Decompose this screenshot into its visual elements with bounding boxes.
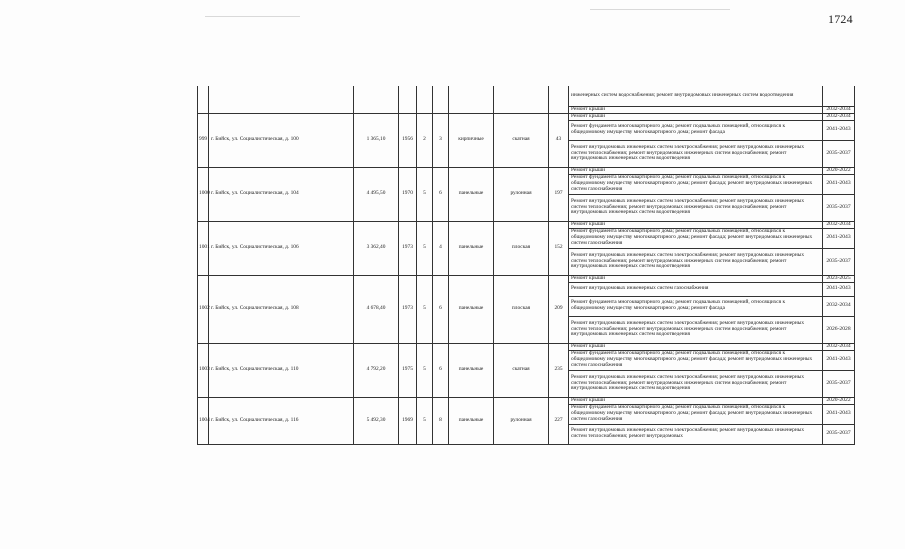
work-description: Ремонт внутридомовых инженерных систем газоснабжения	[569, 282, 823, 296]
work-description: Ремонт внутридомовых инженерных систем электроснабжения; ремонт внутридомовых инженерных систем теплоснабжения; ремонт внутридомовых инженерных систем водоснабжения; ремонт внутридомовых инженерных систем водоотведения	[569, 316, 823, 343]
entrance-count: 6	[433, 343, 449, 397]
row-number: 1001	[198, 221, 209, 275]
resident-count: 43	[549, 113, 569, 167]
work-period: 2032-2034	[823, 343, 855, 350]
work-description: инженерных систем водоснабжения; ремонт внутридомовых инженерных систем водоотведения	[569, 86, 823, 106]
total-area: 5 492,30	[354, 397, 399, 444]
work-description: Ремонт фундамента многоквартирного дома; ремонт подвальных помещений, относящихся к общедомовому имуществу многоквартирного дома; ремонт фасада; ремонт внутридомовых инженерных систем газоснабжения	[569, 350, 823, 370]
wall-material: панельные	[449, 221, 494, 275]
roof-type: рулонная	[494, 167, 549, 221]
table-row	[198, 275, 855, 282]
build-year: 1973	[399, 221, 417, 275]
work-period: 2041-2043	[823, 350, 855, 370]
house-address: г. Бийск, ул. Социалистическая, д. 110	[209, 343, 354, 397]
house-address: г. Бийск, ул. Социалистическая, д. 100	[209, 113, 354, 167]
roof-type: скатная	[494, 113, 549, 167]
work-description: Ремонт внутридомовых инженерных систем электроснабжения; ремонт внутридомовых инженерных систем теплоснабжения; ремонт внутридомовых инженерных систем водоснабжения; ремонт внутридомовых инженерных систем водоотведения	[569, 140, 823, 167]
work-description: Ремонт фундамента многоквартирного дома; ремонт подвальных помещений, относящихся к общедомовому имуществу многоквартирного дома; ремонт фасада; ремонт внутридомовых инженерных систем газоснабжения	[569, 228, 823, 248]
work-period: 2023-2025	[823, 275, 855, 282]
work-period	[823, 86, 855, 106]
work-period: 2041-2043	[823, 404, 855, 424]
table-row	[198, 343, 855, 350]
house-address: г. Бийск, ул. Социалистическая, д. 116	[209, 397, 354, 444]
work-description: Ремонт фундамента многоквартирного дома; ремонт подвальных помещений, относящихся к общедомовому имуществу многоквартирного дома; ремонт фасада	[569, 296, 823, 316]
row-number: 1002	[198, 275, 209, 343]
floor-count: 2	[417, 113, 433, 167]
entrance-count: 6	[433, 167, 449, 221]
work-period: 2032-2034	[823, 296, 855, 316]
work-period: 2035-2037	[823, 194, 855, 221]
scan-artifact-line	[205, 16, 300, 17]
floor-count: 5	[417, 167, 433, 221]
work-description: Ремонт внутридомовых инженерных систем электроснабжения; ремонт внутридомовых инженерных систем теплоснабжения; ремонт внутридомовых инженерных систем водоснабжения; ремонт внутридомовых инженерных систем водоотведения	[569, 248, 823, 275]
wall-material: кирпичные	[449, 113, 494, 167]
total-area: 4 678,40	[354, 275, 399, 343]
work-period: 2035-2037	[823, 424, 855, 444]
entrance-count: 3	[433, 113, 449, 167]
table-row	[198, 221, 855, 228]
work-period: 2026-2028	[823, 316, 855, 343]
wall-material: панельные	[449, 397, 494, 444]
work-description: Ремонт крыши	[569, 343, 823, 350]
table-row	[198, 167, 855, 174]
resident-count: 152	[549, 221, 569, 275]
work-period: 2035-2037	[823, 248, 855, 275]
work-period: 2035-2037	[823, 140, 855, 167]
total-area: 1 365,10	[354, 113, 399, 167]
work-description: Ремонт внутридомовых инженерных систем электроснабжения; ремонт внутридомовых инженерных систем теплоснабжения; ремонт внутридомовых инженерных систем водоснабжения; ремонт внутридомовых инженерных систем водоотведения	[569, 194, 823, 221]
entrance-count: 6	[433, 275, 449, 343]
work-description: Ремонт фундамента многоквартирного дома; ремонт подвальных помещений, относящихся к общедомовому имуществу многоквартирного дома; ремонт фасада; ремонт внутридомовых инженерных систем газоснабжения	[569, 404, 823, 424]
build-year: 1956	[399, 113, 417, 167]
work-description: Ремонт фундамента многоквартирного дома; ремонт подвальных помещений, относящихся к общедомовому имуществу многоквартирного дома; ремонт фасада; ремонт внутридомовых инженерных систем газоснабжения	[569, 174, 823, 194]
total-area: 4 792,20	[354, 343, 399, 397]
repair-schedule-table	[197, 86, 851, 496]
wall-material: панельные	[449, 343, 494, 397]
entrance-count: 8	[433, 397, 449, 444]
row-number: 1004	[198, 397, 209, 444]
row-number: 1003	[198, 343, 209, 397]
page-number: 1724	[828, 12, 853, 26]
entrance-count: 4	[433, 221, 449, 275]
work-period: 2032-2034	[823, 221, 855, 228]
total-area: 3 362,40	[354, 221, 399, 275]
table-row	[198, 113, 855, 120]
house-address: г. Бийск, ул. Социалистическая, д. 104	[209, 167, 354, 221]
floor-count: 5	[417, 221, 433, 275]
work-period: 2041-2043	[823, 282, 855, 296]
wall-material: панельные	[449, 275, 494, 343]
work-description: Ремонт крыши	[569, 221, 823, 228]
roof-type: плоская	[494, 275, 549, 343]
table-body	[198, 86, 855, 444]
work-period: 2041-2043	[823, 228, 855, 248]
row-number: 999	[198, 113, 209, 167]
work-description: Ремонт крыши	[569, 113, 823, 120]
work-period: 2041-2043	[823, 174, 855, 194]
roof-type: плоская	[494, 221, 549, 275]
work-period: 2020-2022	[823, 167, 855, 174]
table-row	[198, 397, 855, 404]
work-description: Ремонт внутридомовых инженерных систем электроснабжения; ремонт внутридомовых инженерных систем теплоснабжения; ремонт внутридомовых	[569, 424, 823, 444]
work-description: Ремонт фундамента многоквартирного дома; ремонт подвальных помещений, относящихся к общедомовому имуществу многоквартирного дома; ремонт фасада	[569, 120, 823, 140]
work-description: Ремонт крыши	[569, 275, 823, 282]
work-period: 2032-2034	[823, 113, 855, 120]
work-period: 2035-2037	[823, 370, 855, 397]
scan-artifact-line	[590, 9, 730, 10]
work-description: Ремонт крыши	[569, 397, 823, 404]
build-year: 1970	[399, 167, 417, 221]
work-description: Ремонт крыши	[569, 167, 823, 174]
build-year: 1969	[399, 397, 417, 444]
work-period: 2032-2034	[823, 106, 855, 113]
resident-count: 235	[549, 343, 569, 397]
house-address: г. Бийск, ул. Социалистическая, д. 108	[209, 275, 354, 343]
row-number: 1000	[198, 167, 209, 221]
work-period: 2020-2022	[823, 397, 855, 404]
build-year: 1975	[399, 343, 417, 397]
total-area: 4 495,50	[354, 167, 399, 221]
resident-count: 209	[549, 275, 569, 343]
roof-type: рулонная	[494, 397, 549, 444]
work-description: Ремонт внутридомовых инженерных систем электроснабжения; ремонт внутридомовых инженерных систем теплоснабжения; ремонт внутридомовых инженерных систем водоснабжения; ремонт внутридомовых инженерных систем водоотведения	[569, 370, 823, 397]
floor-count: 5	[417, 397, 433, 444]
resident-count: 197	[549, 167, 569, 221]
build-year: 1973	[399, 275, 417, 343]
resident-count: 227	[549, 397, 569, 444]
roof-type: скатная	[494, 343, 549, 397]
floor-count: 5	[417, 275, 433, 343]
floor-count: 5	[417, 343, 433, 397]
work-period: 2041-2043	[823, 120, 855, 140]
wall-material: панельные	[449, 167, 494, 221]
work-description: Ремонт крыши	[569, 106, 823, 113]
table-row	[198, 86, 855, 106]
house-address: г. Бийск, ул. Социалистическая, д. 106	[209, 221, 354, 275]
